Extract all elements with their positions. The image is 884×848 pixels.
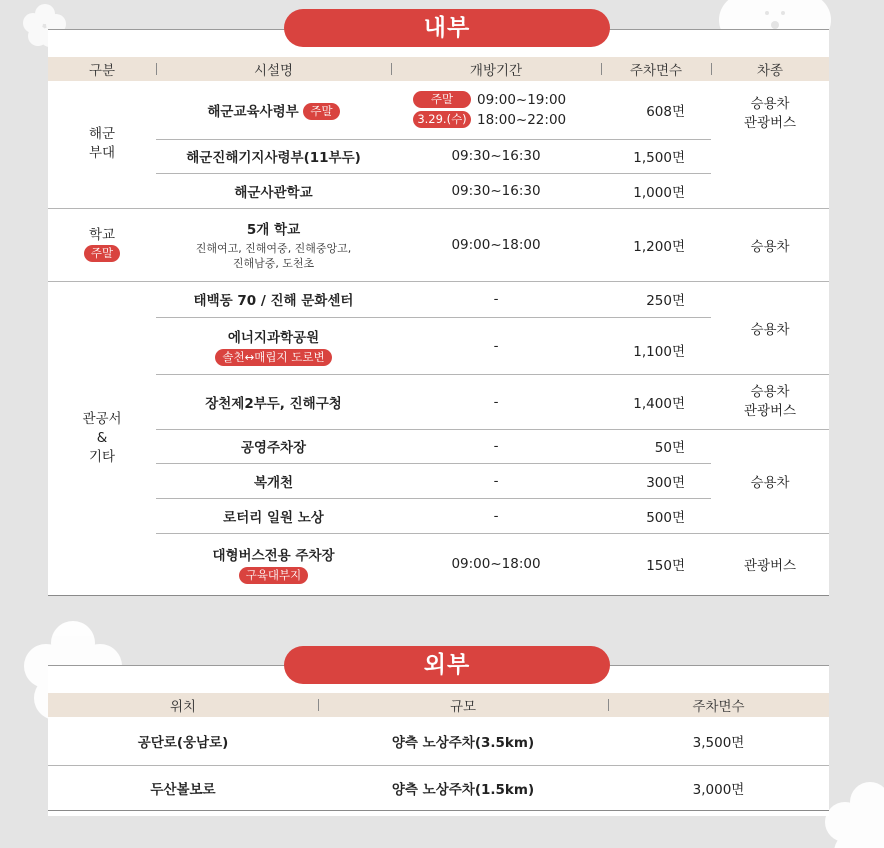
facility-name-text: 5개 학교 (246, 222, 301, 238)
open-period: - (391, 429, 601, 463)
weekend-badge: 주말 (303, 103, 339, 120)
scale: 양측 노상주차(1.5km) (318, 765, 608, 810)
group-navy: 해군 부대 (48, 81, 156, 208)
header-spaces: 주차면수 (601, 57, 711, 81)
parking-spaces: 1,100면 (601, 317, 711, 374)
facility-name (156, 317, 391, 374)
location: 공단로(웅남로) (48, 717, 318, 765)
open-period: - (391, 498, 601, 533)
open-period: 09:00~18:00 (391, 533, 601, 595)
facility-name: 해군진해기지사령부(11부두) (156, 139, 391, 173)
open-period: 09:30~16:30 (391, 139, 601, 173)
facility-name-text: 대형버스전용 주차장 (212, 548, 335, 564)
period-badge-date: 3.29.(수) (413, 111, 471, 128)
inner-parking-table (48, 57, 829, 596)
open-period (391, 81, 601, 139)
road-badge: 솔천↔매립지 도로변 (215, 349, 331, 366)
facility-name-text: 해군교육사령부 (207, 103, 299, 120)
open-period: - (391, 281, 601, 317)
header-location: 위치 (48, 693, 318, 717)
group-public-other: 관공서 & 기타 (48, 281, 156, 595)
header-facility: 시설명 (156, 57, 391, 81)
period-time-1: 09:00~19:00 (477, 91, 567, 108)
period-line-2 (391, 110, 601, 130)
facility-name: 공영주차장 (156, 429, 391, 463)
table-row (48, 81, 829, 139)
open-period: - (391, 317, 601, 374)
location: 두산볼보로 (48, 765, 318, 810)
outer-section-title: 외부 (284, 646, 610, 684)
table-row (48, 429, 829, 463)
parking-spaces: 3,500면 (608, 717, 829, 765)
outer-parking-panel (48, 666, 829, 816)
facility-name: 해군사관학교 (156, 173, 391, 208)
period-badge-weekend: 주말 (413, 91, 471, 108)
parking-spaces: 608면 (601, 81, 711, 139)
school-list: 진해여고, 진해여중, 진해중앙고, 진해남중, 도천초 (195, 242, 352, 270)
open-period: - (391, 374, 601, 429)
vehicle-type: 승용차 (711, 281, 829, 374)
facility-name: 로터리 일원 노상 (156, 498, 391, 533)
facility-name: 태백동 70 / 진해 문화센터 (156, 281, 391, 317)
parking-spaces: 50면 (601, 429, 711, 463)
table-row (48, 281, 829, 317)
header-vehicle-type: 차종 (711, 57, 829, 81)
open-period: - (391, 463, 601, 498)
group-school-label: 학교 (88, 226, 116, 243)
parking-spaces: 300면 (601, 463, 711, 498)
facility-name: 장천제2부두, 진해구청 (156, 374, 391, 429)
vehicle-type: 승용차 (711, 208, 829, 281)
inner-parking-panel (48, 30, 829, 596)
vehicle-type: 승용차 관광버스 (711, 374, 829, 429)
table-row (48, 717, 829, 765)
header-category: 구분 (48, 57, 156, 81)
table-row (48, 533, 829, 595)
group-school (48, 208, 156, 281)
outer-table-header (48, 693, 829, 717)
parking-spaces: 1,000면 (601, 173, 711, 208)
table-row (48, 208, 829, 281)
facility-name: 복개천 (156, 463, 391, 498)
facility-name-text: 에너지과학공원 (227, 329, 320, 346)
parking-spaces: 250면 (601, 281, 711, 317)
vehicle-type: 관광버스 (711, 533, 829, 595)
open-period: 09:00~18:00 (391, 208, 601, 281)
blossom-decoration-bottom-right (820, 780, 884, 848)
facility-name (156, 81, 391, 139)
weekend-badge: 주말 (84, 245, 120, 262)
facility-name (156, 533, 391, 595)
header-open-period: 개방기간 (391, 57, 601, 81)
site-badge: 구육대부지 (239, 567, 309, 584)
scale: 양측 노상주차(3.5km) (318, 717, 608, 765)
inner-section-title: 내부 (284, 9, 610, 47)
header-spaces: 주차면수 (608, 693, 829, 717)
inner-table-header (48, 57, 829, 81)
parking-spaces: 1,200면 (601, 208, 711, 281)
vehicle-type: 승용차 관광버스 (711, 81, 829, 208)
parking-spaces: 500면 (601, 498, 711, 533)
parking-spaces: 1,500면 (601, 139, 711, 173)
facility-name (156, 208, 391, 281)
parking-spaces: 1,400면 (601, 374, 711, 429)
table-row (48, 765, 829, 810)
header-scale: 규모 (318, 693, 608, 717)
vehicle-type: 승용차 (711, 429, 829, 533)
parking-spaces: 3,000면 (608, 765, 829, 810)
outer-parking-table (48, 693, 829, 811)
table-row (48, 374, 829, 429)
parking-spaces: 150면 (601, 533, 711, 595)
open-period: 09:30~16:30 (391, 173, 601, 208)
period-time-2: 18:00~22:00 (477, 111, 567, 128)
period-line-1 (391, 90, 601, 110)
